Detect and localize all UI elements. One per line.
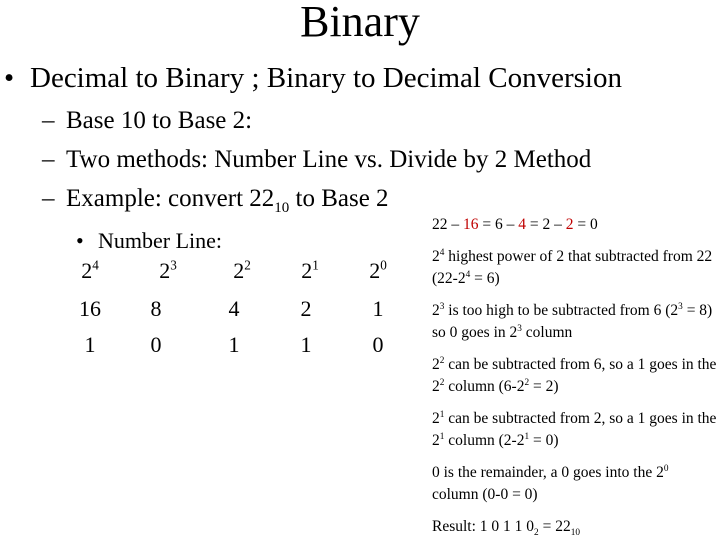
slide-title: Binary — [300, 0, 420, 46]
dash-icon: – — [42, 185, 55, 212]
power-cell: $2^4$ — [81, 257, 99, 283]
value-cell: 16 — [79, 296, 101, 321]
value-cell: 4 — [228, 296, 240, 321]
dash-icon: – — [42, 146, 55, 173]
subpoint-1-text: Base 10 to Base 2: — [66, 107, 253, 134]
subpoint-3 — [42, 185, 389, 216]
main-bullet-text: Decimal to Binary ; Binary to Decimal Conversion — [30, 62, 622, 94]
result-line: Result: 1 0 1 1 $0_2 = 22_{10}$ — [432, 518, 580, 539]
power-cell: $2^3$ — [159, 257, 177, 283]
note-power-1: $2^1$ can be subtracted from 2, so a 1 goes in the $2^1$ column $(2-2^1 = 0)$ — [432, 409, 717, 449]
bullet-dot-icon: • — [76, 228, 84, 253]
bullet-dot-icon: • — [4, 62, 15, 94]
power-cell: $2^0$ — [369, 257, 387, 283]
bit-cell: 0 — [372, 332, 384, 357]
bit-cell: 1 — [300, 332, 312, 357]
subscript: 10 — [274, 200, 290, 216]
subtraction-sequence: 22 – 16 = 6 – 4 = 2 – 2 = 0 — [432, 216, 598, 233]
bit-cell: 1 — [84, 332, 96, 357]
subpoint-1 — [42, 107, 252, 135]
subpoint-3-suffix: to Base 2 — [289, 185, 389, 212]
main-bullet — [4, 62, 622, 95]
number-line-heading — [76, 228, 222, 254]
subpoint-2 — [42, 146, 591, 174]
power-cell: $2^1$ — [301, 257, 319, 283]
power-cell: $2^2$ — [233, 257, 251, 283]
note-power-2: $2^2$ can be subtracted from 6, so a 1 goes in the $2^2$ column $(6-2^2 = 2)$ — [432, 355, 717, 395]
dash-icon: – — [42, 107, 55, 134]
bit-cell: 1 — [228, 332, 240, 357]
value-cell: 1 — [372, 296, 384, 321]
bit-cell: 0 — [150, 332, 162, 357]
subpoint-3-text: Example: convert 22 — [66, 185, 275, 212]
note-power-3: $2^3$ is too high to be subtracted from 6 $(2^3 = 8)$ so 0 goes in $2^3$ column — [432, 301, 713, 341]
note-power-4: $2^4$ highest power of 2 that subtracted from 22 $(22-2^4 = 6)$ — [432, 247, 713, 287]
note-power-0: 0 is the remainder, a 0 goes into the $2^0$ column (0-0 = 0) — [432, 463, 669, 503]
value-cell: 8 — [150, 296, 162, 321]
number-line-heading-text: Number Line: — [98, 228, 223, 253]
value-cell: 2 — [300, 296, 312, 321]
subpoint-2-text: Two methods: Number Line vs. Divide by 2 Method — [66, 146, 592, 173]
